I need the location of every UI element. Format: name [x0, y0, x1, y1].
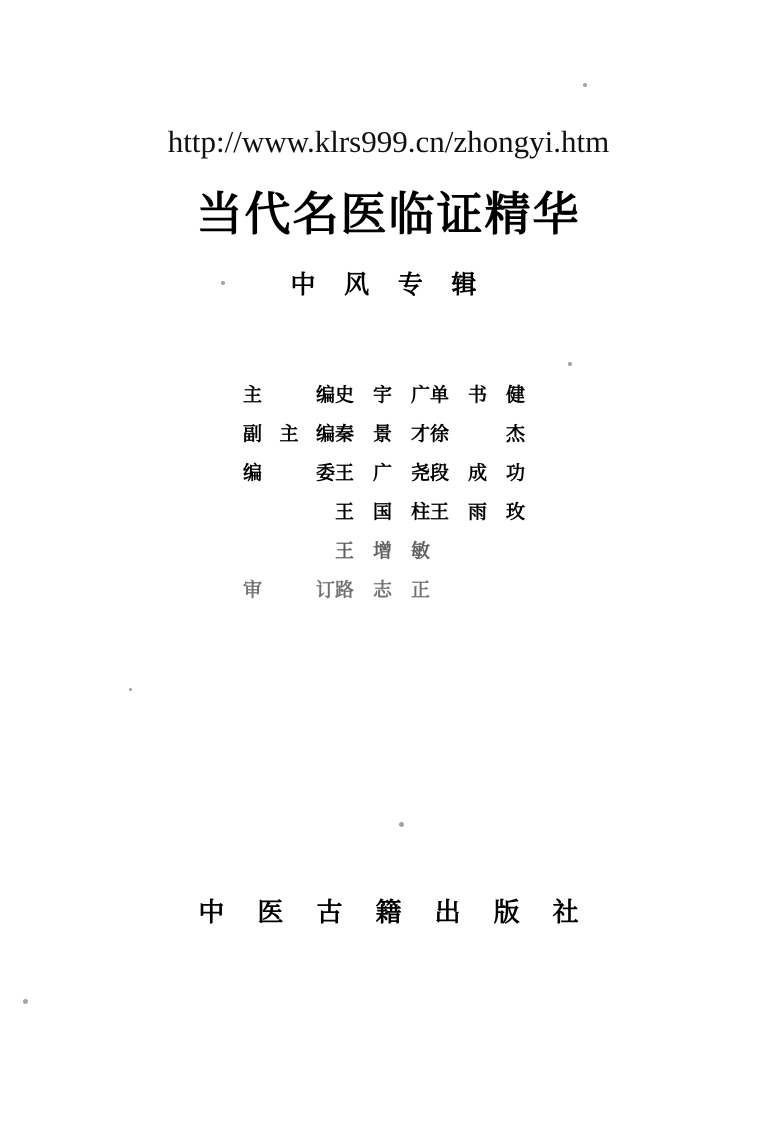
- credit-name: 史宇广: [335, 384, 430, 406]
- credit-row: [0, 575, 777, 602]
- speckle-dot: [129, 688, 132, 691]
- speckle-dot: [23, 999, 28, 1004]
- credit-name: 单书健: [430, 384, 525, 406]
- speckle-dot: [568, 362, 572, 366]
- speckle-dot: [399, 822, 404, 827]
- credit-name: 路志正: [335, 579, 430, 601]
- credit-row: [0, 536, 777, 563]
- publisher-name: 中 医 古 籍 出 版 社: [198, 898, 591, 928]
- credit-row: [0, 458, 777, 485]
- credit-name: 秦景才: [335, 423, 430, 445]
- speckle-dot: [583, 83, 587, 87]
- credit-name: 王广尧: [335, 462, 430, 484]
- watermark-url: http://www.klrs999.cn/zhongyi.htm: [167, 124, 610, 159]
- credit-name: 段成功: [430, 462, 525, 484]
- page-title: 当代名医临证精华: [196, 187, 581, 241]
- speckle-dot: [221, 281, 225, 285]
- credit-name: 王雨玫: [430, 501, 525, 523]
- credit-label: 副主编: [243, 423, 335, 445]
- credit-label: 主 编: [243, 384, 335, 406]
- page-subtitle: 中 风 专 辑: [290, 270, 487, 299]
- credit-row: [0, 380, 777, 407]
- credits-block: [0, 380, 777, 614]
- credit-name: 徐 杰: [430, 423, 525, 445]
- credit-row: [0, 497, 777, 524]
- credit-row: [0, 419, 777, 446]
- credit-name: 王增敏: [335, 540, 430, 562]
- credit-label: 审 订: [243, 579, 335, 601]
- credit-name: 王国柱: [335, 501, 430, 523]
- credit-label: 编 委: [243, 462, 335, 484]
